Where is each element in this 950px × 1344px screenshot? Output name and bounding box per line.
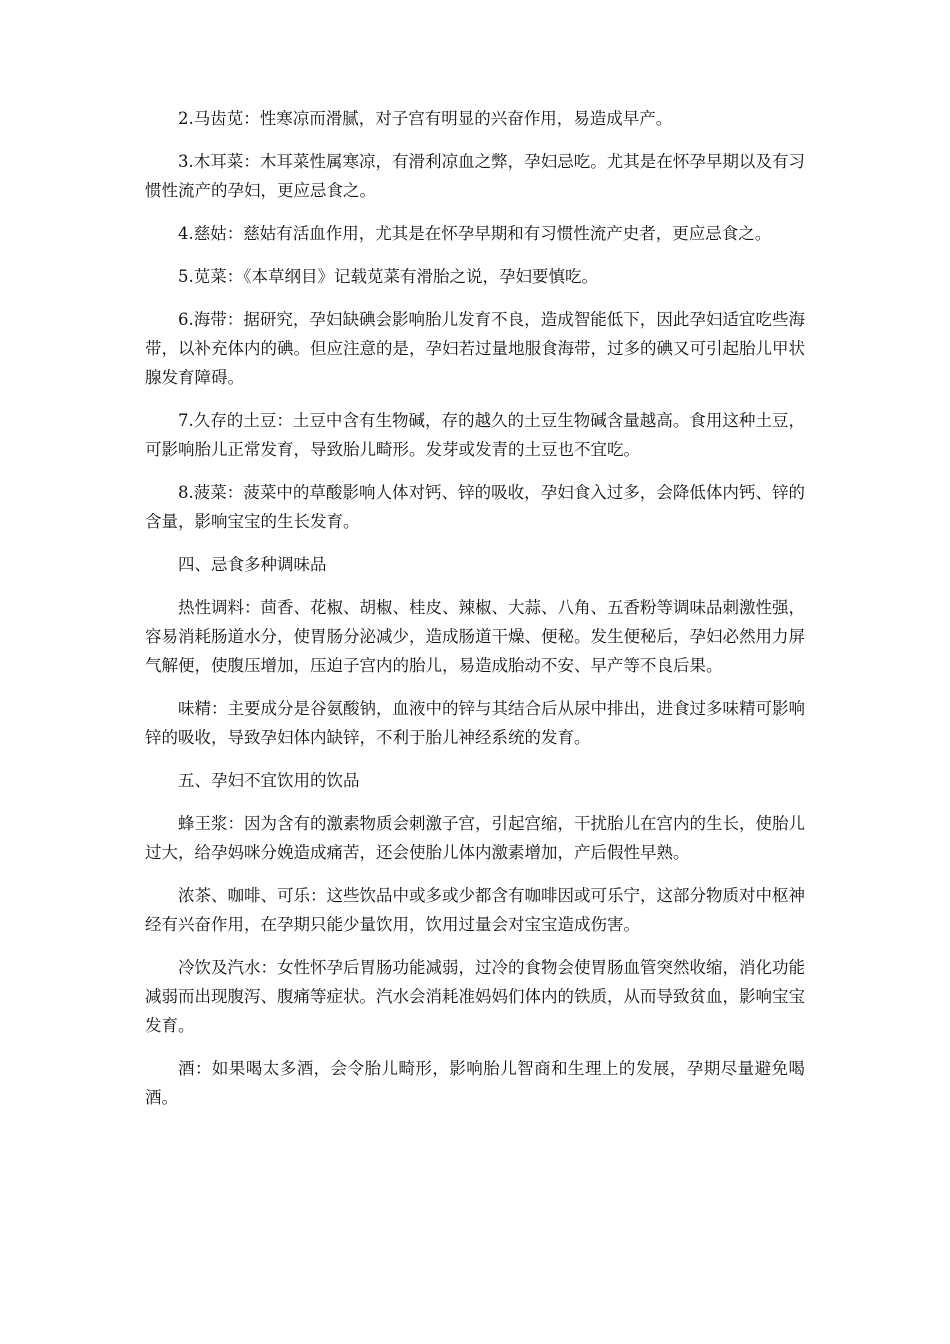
paragraph-purslane: 2.马齿苋：性寒凉而滑腻，对子宫有明显的兴奋作用，易造成早产。 [178,109,673,128]
paragraph-malabar-spinach: 3.木耳菜：木耳菜性属寒凉，有滑利凉血之弊，孕妇忌吃。尤其是在怀孕早期以及有习惯性流产的孕妇，更应忌食之。 [145,152,805,200]
paragraph-alcohol: 酒：如果喝太多酒，会令胎儿畸形，影响胎儿智商和生理上的发展，孕期尽量避免喝酒。 [145,1059,805,1107]
section-heading-drinks: 五、孕妇不宜饮用的饮品 [178,771,360,790]
paragraph-msg: 味精：主要成分是谷氨酸钠，血液中的锌与其结合后从尿中排出，进食过多味精可影响锌的吸收，导致孕妇体内缺锌，不利于胎儿神经系统的发育。 [145,699,805,747]
paragraph-royal-jelly: 蜂王浆：因为含有的激素物质会刺激子宫，引起宫缩，干扰胎儿在宫内的生长，使胎儿过大，给孕妈咪分娩造成痛苦，还会使胎儿体内激素增加，产后假性早熟。 [145,814,805,862]
paragraph-amaranth: 5.苋菜：《本草纲目》记载苋菜有滑胎之说，孕妇要慎吃。 [178,267,598,286]
paragraph-tea-coffee-cola: 浓茶、咖啡、可乐：这些饮品中或多或少都含有咖啡因或可乐宁，这部分物质对中枢神经有兴奋作用，在孕期只能少量饮用，饮用过量会对宝宝造成伤害。 [145,886,805,934]
paragraph-hot-seasonings: 热性调料：茴香、花椒、胡椒、桂皮、辣椒、大蒜、八角、五香粉等调味品刺激性强，容易消耗肠道水分，使胃肠分泌减少，造成肠道干燥、便秘。发生便秘后，孕妇必然用力屏气解便，使腹压增加，压迫子宫内的胎儿，易造成胎动不安、早产等不良后果。 [145,598,805,675]
paragraph-spinach: 8.菠菜：菠菜中的草酸影响人体对钙、锌的吸收，孕妇食入过多，会降低体内钙、锌的含量，影响宝宝的生长发育。 [145,483,805,531]
paragraph-cold-drinks-soda: 冷饮及汽水：女性怀孕后胃肠功能减弱，过冷的食物会使胃肠血管突然收缩，消化功能减弱而出现腹泻、腹痛等症状。汽水会消耗准妈妈们体内的铁质，从而导致贫血，影响宝宝发育。 [145,958,805,1035]
paragraph-arrowhead: 4.慈姑：慈姑有活血作用，尤其是在怀孕早期和有习惯性流产史者，更应忌食之。 [178,224,772,243]
section-heading-seasonings: 四、忌食多种调味品 [178,555,327,574]
paragraph-kelp: 6.海带：据研究，孕妇缺碘会影响胎儿发育不良，造成智能低下，因此孕妇适宜吃些海带，以补充体内的碘。但应注意的是，孕妇若过量地服食海带，过多的碘又可引起胎儿甲状腺发育障碍。 [145,310,805,387]
paragraph-old-potato: 7.久存的土豆：土豆中含有生物碱，存的越久的土豆生物碱含量越高。食用这种土豆，可影响胎儿正常发育，导致胎儿畸形。发芽或发青的土豆也不宜吃。 [145,411,805,459]
document-body [145,104,805,1126]
